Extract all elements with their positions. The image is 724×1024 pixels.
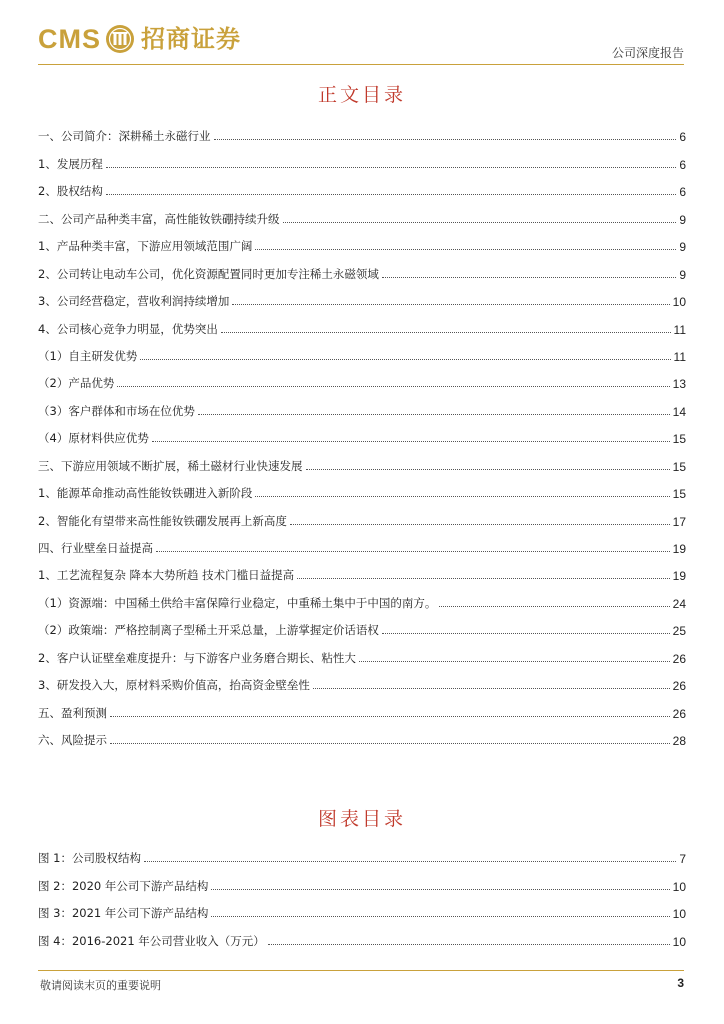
toc-leader-dots (306, 469, 670, 470)
toc-entry-page: 14 (672, 404, 686, 419)
toc-entry-label: 图 2：2020 年公司下游产品结构 (38, 878, 209, 893)
page-header (0, 0, 724, 70)
toc-entry[interactable] (38, 364, 686, 391)
toc-entry[interactable] (38, 474, 686, 501)
toc-leader-dots (439, 606, 669, 607)
toc-entry-label: （2）产品优势 (38, 376, 115, 391)
toc-entry-label: 图 4：2016-2021 年公司营业收入（万元） (38, 933, 265, 948)
toc-entry[interactable] (38, 666, 686, 693)
toc-entry[interactable] (38, 693, 686, 720)
toc-entry-page: 9 (679, 267, 686, 282)
toc-leader-dots (214, 139, 677, 140)
toc-entry-label: 2、客户认证壁垒难度提升：与下游客户业务磨合期长、粘性大 (38, 650, 356, 665)
toc-entry-page: 26 (672, 651, 686, 666)
figure-toc-title: 图表目录 (317, 808, 406, 830)
toc-entry-page: 15 (672, 487, 686, 502)
toc-entry-page: 6 (679, 157, 686, 172)
toc-leader-dots (359, 661, 670, 662)
toc-leader-dots (283, 222, 677, 223)
toc-entry-label: 四、行业壁垒日益提高 (38, 541, 153, 555)
toc-leader-dots (211, 916, 669, 917)
toc-entry[interactable] (38, 309, 686, 336)
toc-entry[interactable] (38, 638, 686, 665)
toc-entry[interactable] (38, 282, 686, 309)
toc-entry[interactable] (38, 866, 686, 893)
toc-entry-label: 3、公司经营稳定，营收利润持续增加 (38, 294, 230, 309)
toc-entry-label: 4、公司核心竞争力明显，优势突出 (38, 321, 218, 336)
toc-entry-page: 11 (673, 322, 686, 337)
toc-entry[interactable] (38, 721, 686, 748)
toc-leader-dots (144, 861, 676, 862)
toc-entry[interactable] (38, 894, 686, 921)
toc-entry-page: 6 (679, 130, 686, 145)
toc-entry-label: 二、公司产品种类丰富，高性能钕铁硼持续升级 (38, 211, 280, 226)
page-number: 3 (677, 976, 684, 990)
toc-entry-page: 26 (672, 706, 686, 721)
toc-entry-label: 六、风险提示 (38, 733, 107, 748)
header-divider (38, 64, 684, 65)
toc-entry-page: 17 (672, 514, 686, 529)
logo-cms-text: CMS (38, 24, 101, 54)
toc-leader-dots (106, 167, 676, 168)
toc-entry-page: 9 (679, 212, 686, 227)
toc-entry[interactable] (38, 446, 686, 473)
toc-entry[interactable] (38, 611, 686, 638)
footer-divider (38, 970, 684, 971)
toc-entry[interactable] (38, 144, 686, 171)
toc-entry[interactable] (38, 501, 686, 528)
toc-entry[interactable] (38, 529, 686, 556)
toc-leader-dots (211, 889, 669, 890)
toc-leader-dots (232, 304, 669, 305)
toc-entry-page: 10 (672, 879, 686, 894)
toc-entry-label: 图 3：2021 年公司下游产品结构 (38, 906, 209, 921)
toc-leader-dots (221, 332, 671, 333)
toc-leader-dots (117, 386, 669, 387)
toc-leader-dots (140, 359, 670, 360)
toc-entry-label: 五、盈利预测 (38, 705, 107, 720)
toc-entry-label: （1）自主研发优势 (38, 348, 138, 363)
toc-entry-label: 2、智能化有望带来高性能钕铁硼发展再上新高度 (38, 513, 287, 528)
main-toc-title: 正文目录 (317, 84, 406, 106)
toc-entry[interactable] (38, 419, 686, 446)
toc-leader-dots (255, 249, 676, 250)
toc-leader-dots (268, 944, 670, 945)
toc-entry-label: 三、下游应用领域不断扩展，稀土磁材行业快速发展 (38, 458, 303, 473)
toc-entry[interactable] (38, 583, 686, 610)
toc-entry-page: 25 (672, 624, 686, 639)
toc-entry-page: 19 (672, 569, 686, 584)
toc-entry-page: 28 (672, 734, 686, 749)
toc-entry-label: 2、公司转让电动车公司，优化资源配置同时更加专注稀土永磁领域 (38, 266, 379, 281)
toc-entry-label: 2、股权结构 (38, 184, 103, 199)
toc-entry-label: 1、产品种类丰富，下游应用领域范围广阔 (38, 239, 253, 254)
toc-entry-page: 7 (679, 852, 686, 867)
toc-entry-page: 11 (673, 349, 686, 364)
toc-entry-page: 19 (672, 542, 686, 556)
toc-entry[interactable] (38, 199, 686, 226)
toc-leader-dots (198, 414, 670, 415)
toc-leader-dots (255, 496, 669, 497)
toc-leader-dots (290, 524, 670, 525)
toc-entry[interactable] (38, 117, 686, 144)
toc-entry-page: 24 (672, 596, 686, 611)
cms-emblem-icon (105, 24, 135, 54)
toc-entry[interactable] (38, 921, 686, 948)
toc-entry[interactable] (38, 556, 686, 583)
toc-entry[interactable] (38, 172, 686, 199)
toc-leader-dots (152, 441, 670, 442)
toc-entry-label: 图 1：公司股权结构 (38, 851, 141, 866)
toc-leader-dots (110, 743, 670, 744)
toc-entry-page: 13 (672, 377, 686, 392)
toc-leader-dots (382, 633, 670, 634)
toc-entry-page: 15 (672, 459, 686, 474)
toc-entry-label: 一、公司简介：深耕稀土永磁行业 (38, 129, 211, 144)
toc-entry-label: 3、研发投入大，原材料采购价值高，抬高资金壁垒性 (38, 678, 310, 693)
toc-entry-page: 10 (672, 907, 686, 922)
main-toc (38, 117, 686, 748)
toc-entry[interactable] (38, 337, 686, 364)
toc-leader-dots (156, 551, 670, 552)
cms-logo (38, 24, 241, 54)
toc-leader-dots (297, 578, 670, 579)
toc-entry-page: 9 (679, 240, 686, 255)
toc-entry-page: 10 (672, 295, 686, 310)
toc-entry[interactable] (38, 227, 686, 254)
toc-entry[interactable] (38, 254, 686, 281)
toc-leader-dots (313, 688, 670, 689)
logo-cn-text: 招商证券 (141, 24, 241, 53)
figure-toc (38, 839, 686, 949)
toc-entry-page: 10 (672, 934, 686, 949)
toc-leader-dots (110, 716, 670, 717)
toc-entry-label: 1、发展历程 (38, 156, 103, 171)
report-type: 公司深度报告 (611, 46, 684, 60)
toc-entry-page: 6 (679, 185, 686, 200)
footer-disclaimer: 敬请阅读末页的重要说明 (40, 979, 161, 992)
toc-entry-page: 15 (672, 432, 686, 447)
toc-leader-dots (382, 277, 676, 278)
toc-leader-dots (106, 194, 676, 195)
toc-entry-label: 1、能源革命推动高性能钕铁硼进入新阶段 (38, 486, 253, 501)
toc-entry-label: （4）原材料供应优势 (38, 431, 149, 446)
toc-entry-label: （3）客户群体和市场在位优势 (38, 403, 195, 418)
toc-entry-label: （1）资源端：中国稀土供给丰富保障行业稳定，中重稀土集中于中国的南方。 (38, 595, 437, 610)
toc-entry-label: （2）政策端：严格控制离子型稀土开采总量，上游掌握定价话语权 (38, 623, 379, 638)
toc-entry-label: 1、工艺流程复杂 降本大势所趋 技术门槛日益提高 (38, 568, 295, 583)
toc-entry[interactable] (38, 839, 686, 866)
toc-entry[interactable] (38, 391, 686, 418)
toc-entry-page: 26 (672, 679, 686, 694)
